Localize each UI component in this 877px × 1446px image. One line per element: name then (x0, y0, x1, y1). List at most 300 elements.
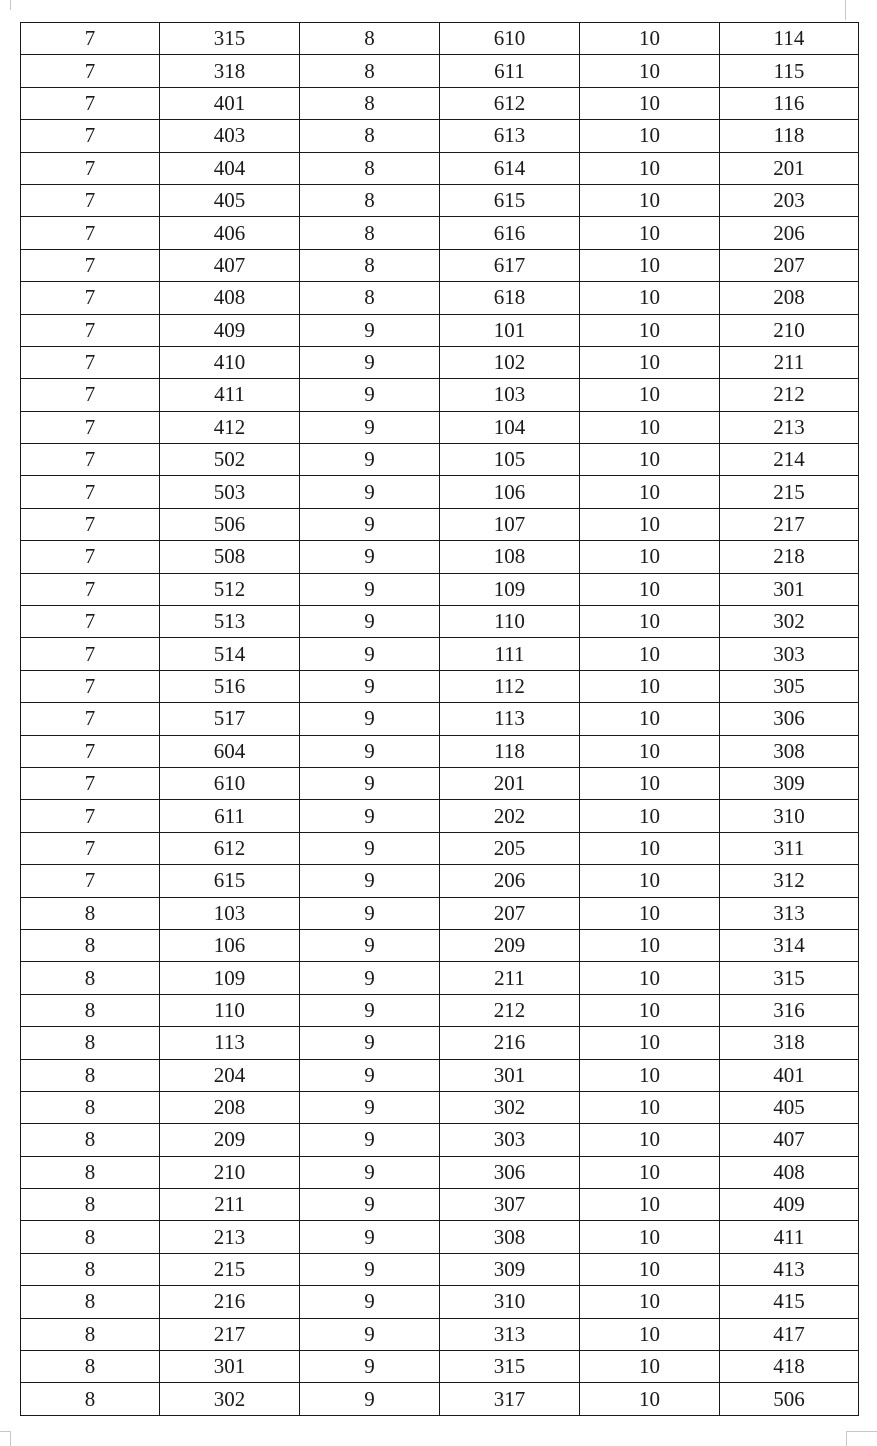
grade-c-cell: 10 (580, 865, 720, 897)
room-c-cell: 215 (720, 476, 859, 508)
room-b-cell: 111 (440, 638, 580, 670)
room-b-cell: 612 (440, 87, 580, 119)
room-a-cell: 211 (160, 1189, 300, 1221)
grade-a-cell: 7 (21, 87, 160, 119)
grade-c-cell: 10 (580, 767, 720, 799)
grade-a-cell: 7 (21, 476, 160, 508)
table-row (21, 1124, 859, 1156)
room-c-cell: 206 (720, 217, 859, 249)
table-row (21, 87, 859, 119)
room-a-cell: 109 (160, 962, 300, 994)
grade-c-cell: 10 (580, 87, 720, 119)
crop-mark-top-left (0, 0, 11, 10)
crop-mark-bottom-right (846, 1431, 877, 1446)
table-row (21, 1027, 859, 1059)
room-b-cell: 207 (440, 897, 580, 929)
grade-c-cell: 10 (580, 508, 720, 540)
grade-b-cell: 9 (300, 1027, 440, 1059)
grade-b-cell: 9 (300, 897, 440, 929)
room-a-cell: 410 (160, 346, 300, 378)
grade-b-cell: 9 (300, 962, 440, 994)
table-row (21, 184, 859, 216)
grade-c-cell: 10 (580, 282, 720, 314)
grade-a-cell: 8 (21, 1189, 160, 1221)
grade-b-cell: 9 (300, 1124, 440, 1156)
room-b-cell: 104 (440, 411, 580, 443)
grade-b-cell: 9 (300, 573, 440, 605)
table-row (21, 573, 859, 605)
room-a-cell: 403 (160, 120, 300, 152)
grade-a-cell: 7 (21, 55, 160, 87)
grade-a-cell: 7 (21, 541, 160, 573)
room-a-cell: 604 (160, 735, 300, 767)
grade-b-cell: 9 (300, 800, 440, 832)
room-a-cell: 216 (160, 1286, 300, 1318)
table-row (21, 249, 859, 281)
grade-b-cell: 9 (300, 1221, 440, 1253)
grade-b-cell: 9 (300, 476, 440, 508)
room-c-cell: 311 (720, 832, 859, 864)
room-c-cell: 316 (720, 994, 859, 1026)
room-a-cell: 512 (160, 573, 300, 605)
grade-c-cell: 10 (580, 1286, 720, 1318)
room-b-cell: 105 (440, 444, 580, 476)
room-c-cell: 114 (720, 23, 859, 55)
grade-b-cell: 9 (300, 670, 440, 702)
table-row (21, 1383, 859, 1415)
room-a-cell: 106 (160, 929, 300, 961)
room-a-cell: 318 (160, 55, 300, 87)
table-row (21, 1351, 859, 1383)
room-c-cell: 310 (720, 800, 859, 832)
room-a-cell: 407 (160, 249, 300, 281)
room-c-cell: 303 (720, 638, 859, 670)
table-row (21, 1156, 859, 1188)
room-c-cell: 506 (720, 1383, 859, 1415)
grade-c-cell: 10 (580, 1189, 720, 1221)
grade-a-cell: 7 (21, 606, 160, 638)
table-row (21, 1221, 859, 1253)
room-a-cell: 408 (160, 282, 300, 314)
grade-c-cell: 10 (580, 670, 720, 702)
room-b-cell: 202 (440, 800, 580, 832)
room-b-cell: 102 (440, 346, 580, 378)
table-row (21, 735, 859, 767)
grade-a-cell: 7 (21, 638, 160, 670)
room-a-cell: 209 (160, 1124, 300, 1156)
grade-a-cell: 7 (21, 865, 160, 897)
grade-a-cell: 7 (21, 120, 160, 152)
grade-b-cell: 9 (300, 411, 440, 443)
room-c-cell: 302 (720, 606, 859, 638)
table-row (21, 314, 859, 346)
room-a-cell: 113 (160, 1027, 300, 1059)
table-row (21, 897, 859, 929)
table-row (21, 1189, 859, 1221)
room-b-cell: 303 (440, 1124, 580, 1156)
table-row (21, 606, 859, 638)
room-c-cell: 312 (720, 865, 859, 897)
table-body (21, 23, 859, 1416)
grade-b-cell: 9 (300, 1253, 440, 1285)
room-c-cell: 418 (720, 1351, 859, 1383)
room-a-cell: 514 (160, 638, 300, 670)
room-b-cell: 216 (440, 1027, 580, 1059)
room-b-cell: 306 (440, 1156, 580, 1188)
grade-c-cell: 10 (580, 249, 720, 281)
room-a-cell: 506 (160, 508, 300, 540)
room-a-cell: 612 (160, 832, 300, 864)
grade-a-cell: 7 (21, 411, 160, 443)
grade-a-cell: 8 (21, 1318, 160, 1350)
grade-c-cell: 10 (580, 55, 720, 87)
grade-c-cell: 10 (580, 346, 720, 378)
table-row (21, 929, 859, 961)
grade-c-cell: 10 (580, 1351, 720, 1383)
table-row (21, 444, 859, 476)
table-row (21, 411, 859, 443)
table-row (21, 1091, 859, 1123)
grade-b-cell: 8 (300, 152, 440, 184)
grade-a-cell: 7 (21, 703, 160, 735)
room-c-cell: 305 (720, 670, 859, 702)
grade-a-cell: 7 (21, 314, 160, 346)
room-b-cell: 307 (440, 1189, 580, 1221)
room-a-cell: 217 (160, 1318, 300, 1350)
room-c-cell: 306 (720, 703, 859, 735)
room-b-cell: 309 (440, 1253, 580, 1285)
grade-a-cell: 8 (21, 897, 160, 929)
room-a-cell: 215 (160, 1253, 300, 1285)
grade-a-cell: 7 (21, 346, 160, 378)
room-b-cell: 317 (440, 1383, 580, 1415)
grade-c-cell: 10 (580, 184, 720, 216)
room-c-cell: 118 (720, 120, 859, 152)
room-a-cell: 204 (160, 1059, 300, 1091)
room-a-cell: 103 (160, 897, 300, 929)
room-a-cell: 302 (160, 1383, 300, 1415)
room-b-cell: 113 (440, 703, 580, 735)
grade-a-cell: 7 (21, 832, 160, 864)
room-c-cell: 315 (720, 962, 859, 994)
room-b-cell: 617 (440, 249, 580, 281)
grade-a-cell: 8 (21, 1351, 160, 1383)
room-a-cell: 615 (160, 865, 300, 897)
room-c-cell: 116 (720, 87, 859, 119)
grade-c-cell: 10 (580, 152, 720, 184)
room-b-cell: 616 (440, 217, 580, 249)
grade-b-cell: 9 (300, 865, 440, 897)
table-row (21, 1059, 859, 1091)
room-a-cell: 513 (160, 606, 300, 638)
grade-a-cell: 7 (21, 23, 160, 55)
grade-a-cell: 8 (21, 1091, 160, 1123)
room-b-cell: 209 (440, 929, 580, 961)
grade-a-cell: 8 (21, 1221, 160, 1253)
room-a-cell: 210 (160, 1156, 300, 1188)
grade-b-cell: 9 (300, 379, 440, 411)
grade-c-cell: 10 (580, 1124, 720, 1156)
room-c-cell: 411 (720, 1221, 859, 1253)
grade-a-cell: 7 (21, 282, 160, 314)
room-b-cell: 211 (440, 962, 580, 994)
table-row (21, 541, 859, 573)
room-c-cell: 313 (720, 897, 859, 929)
grade-c-cell: 10 (580, 120, 720, 152)
room-c-cell: 211 (720, 346, 859, 378)
room-c-cell: 318 (720, 1027, 859, 1059)
room-c-cell: 301 (720, 573, 859, 605)
grade-a-cell: 7 (21, 800, 160, 832)
grade-b-cell: 9 (300, 638, 440, 670)
room-a-cell: 213 (160, 1221, 300, 1253)
room-b-cell: 112 (440, 670, 580, 702)
grade-b-cell: 9 (300, 1091, 440, 1123)
grade-b-cell: 9 (300, 1059, 440, 1091)
grade-c-cell: 10 (580, 411, 720, 443)
grade-b-cell: 9 (300, 1351, 440, 1383)
grade-b-cell: 9 (300, 735, 440, 767)
grade-a-cell: 8 (21, 962, 160, 994)
room-b-cell: 308 (440, 1221, 580, 1253)
table-row (21, 120, 859, 152)
grade-c-cell: 10 (580, 1221, 720, 1253)
room-a-cell: 611 (160, 800, 300, 832)
room-c-cell: 210 (720, 314, 859, 346)
room-b-cell: 206 (440, 865, 580, 897)
room-b-cell: 118 (440, 735, 580, 767)
grade-c-cell: 10 (580, 897, 720, 929)
room-c-cell: 213 (720, 411, 859, 443)
grade-a-cell: 8 (21, 1286, 160, 1318)
table-row (21, 55, 859, 87)
grade-a-cell: 8 (21, 1156, 160, 1188)
grade-b-cell: 9 (300, 508, 440, 540)
room-a-cell: 301 (160, 1351, 300, 1383)
grade-a-cell: 8 (21, 1253, 160, 1285)
grade-b-cell: 9 (300, 606, 440, 638)
room-c-cell: 413 (720, 1253, 859, 1285)
grade-b-cell: 9 (300, 767, 440, 799)
table-row (21, 23, 859, 55)
room-a-cell: 411 (160, 379, 300, 411)
grade-c-cell: 10 (580, 379, 720, 411)
table-row (21, 994, 859, 1026)
table-row (21, 767, 859, 799)
room-c-cell: 207 (720, 249, 859, 281)
grade-a-cell: 7 (21, 767, 160, 799)
grade-b-cell: 8 (300, 184, 440, 216)
room-b-cell: 110 (440, 606, 580, 638)
grade-c-cell: 10 (580, 23, 720, 55)
table-row (21, 865, 859, 897)
room-a-cell: 208 (160, 1091, 300, 1123)
room-a-cell: 401 (160, 87, 300, 119)
grade-b-cell: 9 (300, 346, 440, 378)
grade-a-cell: 7 (21, 444, 160, 476)
room-a-cell: 406 (160, 217, 300, 249)
grade-b-cell: 9 (300, 929, 440, 961)
grade-c-cell: 10 (580, 444, 720, 476)
grade-c-cell: 10 (580, 314, 720, 346)
grade-b-cell: 8 (300, 282, 440, 314)
grade-c-cell: 10 (580, 1091, 720, 1123)
grade-b-cell: 8 (300, 249, 440, 281)
grade-b-cell: 9 (300, 703, 440, 735)
room-a-cell: 517 (160, 703, 300, 735)
grade-c-cell: 10 (580, 638, 720, 670)
grade-b-cell: 9 (300, 1383, 440, 1415)
grade-a-cell: 7 (21, 249, 160, 281)
grade-c-cell: 10 (580, 832, 720, 864)
room-b-cell: 310 (440, 1286, 580, 1318)
grade-c-cell: 10 (580, 573, 720, 605)
crop-mark-bottom-left (0, 1431, 11, 1446)
table-row (21, 638, 859, 670)
grade-c-cell: 10 (580, 476, 720, 508)
room-c-cell: 407 (720, 1124, 859, 1156)
table-row (21, 346, 859, 378)
grade-b-cell: 9 (300, 832, 440, 864)
room-b-cell: 610 (440, 23, 580, 55)
grade-a-cell: 8 (21, 994, 160, 1026)
grade-b-cell: 9 (300, 541, 440, 573)
room-b-cell: 108 (440, 541, 580, 573)
crop-mark-top-right (845, 0, 847, 20)
table-row (21, 508, 859, 540)
grade-a-cell: 7 (21, 735, 160, 767)
room-c-cell: 409 (720, 1189, 859, 1221)
room-c-cell: 314 (720, 929, 859, 961)
room-c-cell: 203 (720, 184, 859, 216)
table-row (21, 152, 859, 184)
room-b-cell: 615 (440, 184, 580, 216)
grade-c-cell: 10 (580, 1253, 720, 1285)
grade-a-cell: 7 (21, 670, 160, 702)
room-a-cell: 412 (160, 411, 300, 443)
room-c-cell: 417 (720, 1318, 859, 1350)
room-c-cell: 214 (720, 444, 859, 476)
grade-b-cell: 8 (300, 120, 440, 152)
room-c-cell: 408 (720, 1156, 859, 1188)
grade-b-cell: 9 (300, 1318, 440, 1350)
grade-a-cell: 7 (21, 152, 160, 184)
table-row (21, 1253, 859, 1285)
room-a-cell: 315 (160, 23, 300, 55)
room-b-cell: 101 (440, 314, 580, 346)
room-b-cell: 611 (440, 55, 580, 87)
grade-b-cell: 8 (300, 55, 440, 87)
grade-c-cell: 10 (580, 1318, 720, 1350)
room-c-cell: 208 (720, 282, 859, 314)
table-row (21, 670, 859, 702)
grade-a-cell: 8 (21, 1059, 160, 1091)
room-b-cell: 618 (440, 282, 580, 314)
grade-c-cell: 10 (580, 1027, 720, 1059)
data-table (20, 22, 859, 1416)
grade-a-cell: 8 (21, 1027, 160, 1059)
room-c-cell: 309 (720, 767, 859, 799)
room-a-cell: 610 (160, 767, 300, 799)
room-c-cell: 115 (720, 55, 859, 87)
room-a-cell: 502 (160, 444, 300, 476)
grade-b-cell: 9 (300, 1156, 440, 1188)
grade-c-cell: 10 (580, 994, 720, 1026)
grade-a-cell: 7 (21, 508, 160, 540)
grade-a-cell: 7 (21, 217, 160, 249)
grade-b-cell: 9 (300, 1189, 440, 1221)
grade-c-cell: 10 (580, 735, 720, 767)
grade-c-cell: 10 (580, 217, 720, 249)
room-a-cell: 409 (160, 314, 300, 346)
grade-b-cell: 9 (300, 1286, 440, 1318)
grade-b-cell: 9 (300, 444, 440, 476)
grade-a-cell: 8 (21, 929, 160, 961)
room-b-cell: 313 (440, 1318, 580, 1350)
table-row (21, 1286, 859, 1318)
grade-b-cell: 8 (300, 217, 440, 249)
grade-c-cell: 10 (580, 929, 720, 961)
grade-b-cell: 8 (300, 87, 440, 119)
room-b-cell: 302 (440, 1091, 580, 1123)
room-b-cell: 613 (440, 120, 580, 152)
grade-a-cell: 8 (21, 1124, 160, 1156)
table-row (21, 800, 859, 832)
grade-c-cell: 10 (580, 541, 720, 573)
grade-a-cell: 8 (21, 1383, 160, 1415)
grade-a-cell: 7 (21, 184, 160, 216)
grade-c-cell: 10 (580, 1383, 720, 1415)
room-a-cell: 503 (160, 476, 300, 508)
grade-a-cell: 7 (21, 379, 160, 411)
room-c-cell: 405 (720, 1091, 859, 1123)
table-row (21, 962, 859, 994)
room-a-cell: 516 (160, 670, 300, 702)
table-row (21, 703, 859, 735)
room-b-cell: 212 (440, 994, 580, 1026)
grade-b-cell: 8 (300, 23, 440, 55)
room-b-cell: 205 (440, 832, 580, 864)
room-c-cell: 308 (720, 735, 859, 767)
grade-c-cell: 10 (580, 606, 720, 638)
room-c-cell: 212 (720, 379, 859, 411)
room-a-cell: 405 (160, 184, 300, 216)
room-a-cell: 110 (160, 994, 300, 1026)
table-row (21, 282, 859, 314)
grade-c-cell: 10 (580, 703, 720, 735)
room-b-cell: 107 (440, 508, 580, 540)
room-b-cell: 301 (440, 1059, 580, 1091)
room-b-cell: 109 (440, 573, 580, 605)
room-c-cell: 401 (720, 1059, 859, 1091)
table-row (21, 217, 859, 249)
room-b-cell: 614 (440, 152, 580, 184)
table-row (21, 476, 859, 508)
table-row (21, 379, 859, 411)
room-c-cell: 217 (720, 508, 859, 540)
grade-c-cell: 10 (580, 1059, 720, 1091)
grade-a-cell: 7 (21, 573, 160, 605)
grade-b-cell: 9 (300, 994, 440, 1026)
room-c-cell: 201 (720, 152, 859, 184)
room-a-cell: 404 (160, 152, 300, 184)
room-b-cell: 106 (440, 476, 580, 508)
room-a-cell: 508 (160, 541, 300, 573)
grade-c-cell: 10 (580, 962, 720, 994)
room-b-cell: 201 (440, 767, 580, 799)
table-row (21, 832, 859, 864)
room-b-cell: 103 (440, 379, 580, 411)
